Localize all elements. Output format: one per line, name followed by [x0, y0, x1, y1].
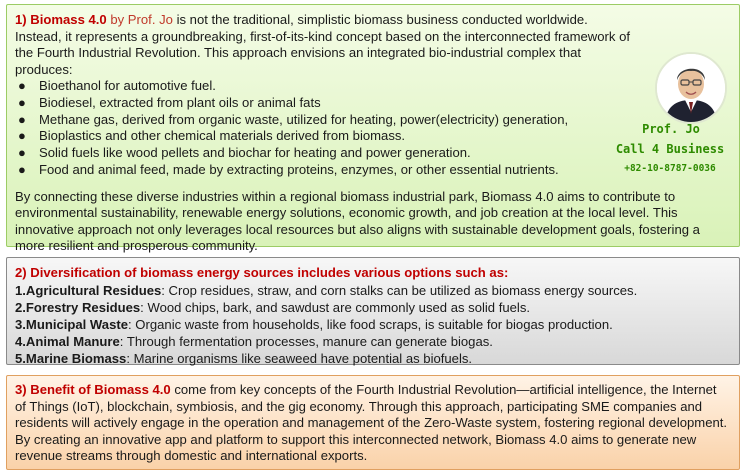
section3-heading: 3) Benefit of Biomass 4.0	[15, 382, 171, 397]
overview-closing: By connecting these diverse industries within a regional biomass industrial park, Biomass 4.0 aims to contribute to environmental sustainability, renewable energy solutions, economic growth, and job creation at the local level. This innovative approach not only leverages local resources but also aligns with sustainable development goals, fostering a more resilient and prosperous community.	[15, 188, 700, 254]
list-item	[15, 128, 635, 145]
list-item	[15, 162, 635, 179]
source-term: 2.Forestry Residues	[15, 299, 141, 315]
list-item	[15, 350, 731, 367]
list-item	[15, 78, 635, 95]
list-item	[15, 112, 635, 129]
list-item	[15, 333, 731, 350]
source-desc: : Marine organisms like seaweed have potential as biofuels.	[126, 351, 473, 367]
list-item	[15, 95, 635, 112]
profile-name: Prof. Jo	[642, 122, 700, 136]
author-byline: by Prof. Jo	[106, 12, 173, 27]
energy-sources-panel	[6, 257, 740, 365]
bullet-icon: ●	[18, 145, 26, 161]
bullet-icon: ●	[18, 78, 26, 93]
source-term: 5.Marine Biomass	[15, 351, 127, 367]
call-for-business-label: Call 4 Business	[615, 142, 725, 156]
list-item-text: Bioplastics and other chemical materials derived from biomass.	[39, 128, 406, 144]
section2-heading: 2) Diversification of biomass energy sources includes various options such as:	[15, 265, 509, 280]
bullet-icon: ●	[18, 128, 26, 144]
phone-number: +82-10-8787-0036	[624, 163, 716, 174]
bullet-icon: ●	[18, 94, 26, 110]
bullet-icon: ●	[18, 161, 26, 177]
list-item-text: Food and animal feed, made by extracting proteins, enzymes, or other essential nutrients.	[39, 161, 559, 177]
list-item-text: Biodiesel, extracted from plant oils or animal fats	[39, 94, 321, 110]
list-item	[15, 145, 635, 162]
source-desc: : Crop residues, straw, and corn stalks can be utilized as biomass energy sources.	[161, 282, 638, 298]
list-item-text: Solid fuels like wood pellets and biochar for heating and power generation.	[39, 145, 471, 161]
bullet-icon: ●	[18, 111, 26, 127]
section1-heading: 1) Biomass 4.0	[15, 12, 107, 27]
list-item-text: Bioethanol for automotive fuel.	[39, 78, 216, 93]
source-desc: : Organic waste from households, like food scraps, is suitable for biogas production.	[128, 316, 613, 332]
source-desc: : Wood chips, bark, and sawdust are commonly used as solid fuels.	[140, 299, 531, 315]
source-term: 3.Municipal Waste	[15, 316, 129, 332]
biomass-overview-panel	[6, 4, 740, 254]
source-term: 4.Animal Manure	[15, 334, 120, 350]
portrait-icon	[657, 54, 725, 122]
overview-intro	[15, 12, 635, 78]
list-item	[15, 282, 731, 299]
source-desc: : Through fermentation processes, manure can generate biogas.	[119, 334, 493, 350]
profile-avatar	[655, 52, 727, 124]
intro-text: is not the traditional, simplistic biomass business conducted worldwide. Instead, it represents a groundbreaking, first-of-its-kind concept based on the interconnected framework of the Fourth Industrial Revolution. This approach envisions an integrated bio-industrial complex that produces:	[15, 12, 631, 77]
benefits-paragraph	[15, 382, 731, 465]
source-term: 1.Agricultural Residues	[15, 282, 162, 298]
list-item	[15, 316, 731, 333]
list-item	[15, 299, 731, 316]
list-item-text: Methane gas, derived from organic waste, utilized for heating, power(electricity) generation,	[39, 111, 569, 127]
product-list	[15, 78, 635, 179]
benefits-body: come from key concepts of the Fourth Industrial Revolution—artificial intelligence, the Internet of Things (IoT), blockchain, symbiosis, and the gig economy. Through this approach, participating SME companies and residents will actively engage in the operation and management of the Zero-Waste system, fostering regional development. By creating an innovative app and platform to support this interconnected network, Biomass 4.0 aims to generate new revenue streams through domestic and international exports.	[15, 382, 728, 464]
benefits-panel	[6, 375, 740, 470]
